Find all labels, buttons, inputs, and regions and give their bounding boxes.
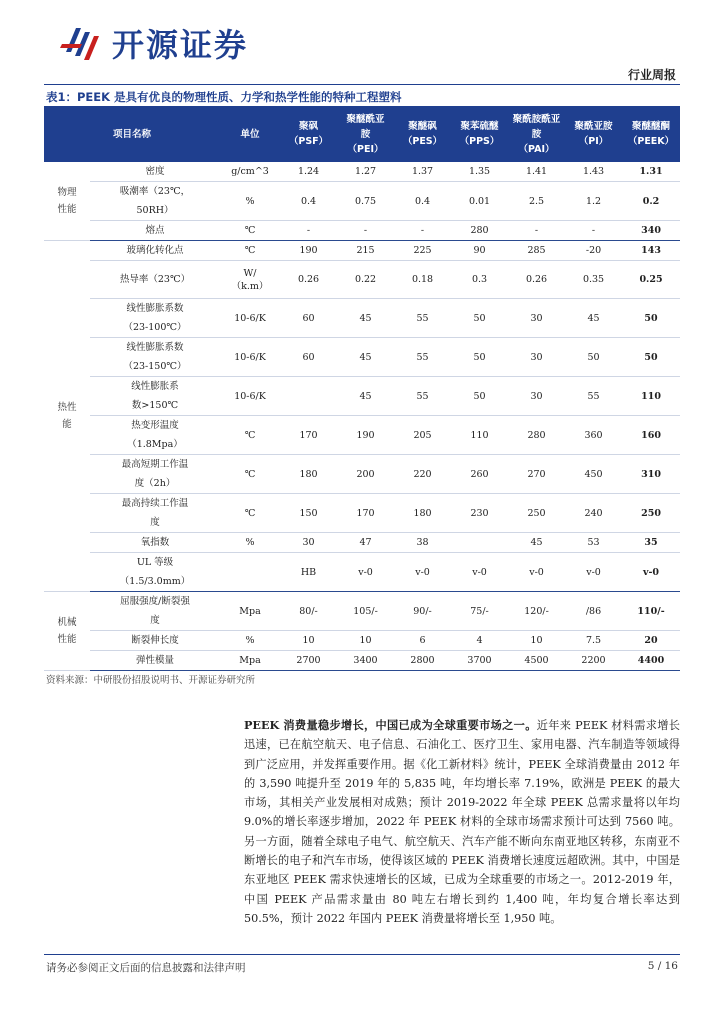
value-cell: 280 <box>508 416 565 455</box>
value-cell: 45 <box>337 377 394 416</box>
value-cell <box>451 533 508 553</box>
unit-cell: ℃ <box>220 455 280 494</box>
value-cell: 10 <box>280 631 337 651</box>
table-row <box>44 261 680 299</box>
header-unit: 单位 <box>220 106 280 162</box>
value-cell: v-0 <box>451 553 508 592</box>
value-cell: v-0 <box>508 553 565 592</box>
table-row <box>44 553 680 592</box>
value-cell: 143 <box>622 241 680 261</box>
value-cell: 205 <box>394 416 451 455</box>
table-header-row <box>44 106 680 162</box>
value-cell: 45 <box>508 533 565 553</box>
value-cell: 160 <box>622 416 680 455</box>
unit-cell: 10-6/K <box>220 338 280 377</box>
header-pi: 聚酰亚胺 （PI） <box>565 106 622 162</box>
value-cell: 180 <box>280 455 337 494</box>
unit-cell: Mpa <box>220 651 280 671</box>
value-cell: 270 <box>508 455 565 494</box>
table-row <box>44 533 680 553</box>
value-cell: 30 <box>508 338 565 377</box>
header-psf: 聚砜 （PSF） <box>280 106 337 162</box>
value-cell: 3400 <box>337 651 394 671</box>
value-cell: 1.37 <box>394 162 451 182</box>
table-row <box>44 494 680 533</box>
property-name-cell: 最高持续工作温 度 <box>90 494 220 533</box>
page-number: 5 / 16 <box>647 960 678 972</box>
value-cell: 0.3 <box>451 261 508 299</box>
value-cell: 4500 <box>508 651 565 671</box>
value-cell: 0.26 <box>280 261 337 299</box>
property-name-cell: 屈服强度/断裂强 度 <box>90 592 220 631</box>
value-cell: -20 <box>565 241 622 261</box>
value-cell: 0.75 <box>337 182 394 221</box>
value-cell: 1.24 <box>280 162 337 182</box>
table-row <box>44 651 680 671</box>
value-cell: 10 <box>337 631 394 651</box>
value-cell: 2.5 <box>508 182 565 221</box>
unit-cell: ℃ <box>220 416 280 455</box>
property-name-cell: 熔点 <box>90 221 220 241</box>
value-cell: 55 <box>394 377 451 416</box>
value-cell: 45 <box>565 299 622 338</box>
value-cell: 50 <box>565 338 622 377</box>
property-name-cell: 玻璃化转化点 <box>90 241 220 261</box>
header-pps: 聚苯硫醚 （PPS） <box>451 106 508 162</box>
unit-cell: ℃ <box>220 494 280 533</box>
value-cell: 260 <box>451 455 508 494</box>
value-cell: 45 <box>337 338 394 377</box>
property-name-cell: 断裂伸长度 <box>90 631 220 651</box>
value-cell: 190 <box>337 416 394 455</box>
value-cell: 30 <box>508 299 565 338</box>
value-cell: 110/- <box>622 592 680 631</box>
unit-cell: ℃ <box>220 221 280 241</box>
value-cell: 50 <box>622 299 680 338</box>
value-cell: 105/- <box>337 592 394 631</box>
value-cell: 10 <box>508 631 565 651</box>
header-item-name: 项目名称 <box>44 106 220 162</box>
property-name-cell: 线性膨胀系数 （23-100℃） <box>90 299 220 338</box>
value-cell: 180 <box>394 494 451 533</box>
table-row <box>44 377 680 416</box>
value-cell: 170 <box>337 494 394 533</box>
unit-cell: W/ （k.m） <box>220 261 280 299</box>
value-cell: 2700 <box>280 651 337 671</box>
property-name-cell: 热变形温度 （1.8Mpa） <box>90 416 220 455</box>
company-logo <box>60 22 300 64</box>
value-cell: 220 <box>394 455 451 494</box>
value-cell: 1.41 <box>508 162 565 182</box>
value-cell: 35 <box>622 533 680 553</box>
value-cell: - <box>508 221 565 241</box>
value-cell: 4 <box>451 631 508 651</box>
value-cell: 250 <box>508 494 565 533</box>
value-cell: 45 <box>337 299 394 338</box>
value-cell: 1.43 <box>565 162 622 182</box>
value-cell: 30 <box>508 377 565 416</box>
table-row <box>44 592 680 631</box>
value-cell: 7.5 <box>565 631 622 651</box>
property-name-cell: 线性膨胀系 数>150℃ <box>90 377 220 416</box>
property-name-cell: 氧指数 <box>90 533 220 553</box>
value-cell: 6 <box>394 631 451 651</box>
value-cell: 110 <box>451 416 508 455</box>
material-properties-table <box>44 106 680 671</box>
company-name: 开源证券 <box>112 26 249 64</box>
unit-cell: 10-6/K <box>220 299 280 338</box>
table-row <box>44 182 680 221</box>
value-cell: - <box>280 221 337 241</box>
value-cell: v-0 <box>394 553 451 592</box>
unit-cell: Mpa <box>220 592 280 631</box>
value-cell: 340 <box>622 221 680 241</box>
value-cell: v-0 <box>622 553 680 592</box>
value-cell <box>280 377 337 416</box>
value-cell: 0.4 <box>394 182 451 221</box>
property-name-cell: 热导率（23℃） <box>90 261 220 299</box>
value-cell: 285 <box>508 241 565 261</box>
value-cell: 4400 <box>622 651 680 671</box>
value-cell: 230 <box>451 494 508 533</box>
value-cell: 80/- <box>280 592 337 631</box>
value-cell: 310 <box>622 455 680 494</box>
table-source-note: 资料来源：中研股份招股说明书、开源证券研究所 <box>46 675 256 686</box>
category-cell: 热性 能 <box>44 241 90 592</box>
value-cell: 200 <box>337 455 394 494</box>
paragraph-lead: PEEK 消费量稳步增长，中国已成为全球重要市场之一。 <box>244 718 537 732</box>
value-cell: 1.27 <box>337 162 394 182</box>
value-cell: 150 <box>280 494 337 533</box>
unit-cell: g/cm^3 <box>220 162 280 182</box>
value-cell: 215 <box>337 241 394 261</box>
unit-cell: % <box>220 533 280 553</box>
table-row <box>44 221 680 241</box>
value-cell: - <box>337 221 394 241</box>
unit-cell: ℃ <box>220 241 280 261</box>
property-name-cell: 弹性模量 <box>90 651 220 671</box>
value-cell: 0.26 <box>508 261 565 299</box>
value-cell: - <box>394 221 451 241</box>
value-cell: 55 <box>394 299 451 338</box>
table-body <box>44 162 680 671</box>
value-cell: 30 <box>280 533 337 553</box>
value-cell: 2200 <box>565 651 622 671</box>
value-cell: 0.35 <box>565 261 622 299</box>
header-peek: 聚醚醚酮 （PEEK） <box>622 106 680 162</box>
value-cell: 0.4 <box>280 182 337 221</box>
unit-cell <box>220 553 280 592</box>
header-pei: 聚醚酰亚 胺 （PEI） <box>337 106 394 162</box>
footer-disclaimer: 请务必参阅正文后面的信息披露和法律声明 <box>46 962 246 974</box>
value-cell: 225 <box>394 241 451 261</box>
value-cell: v-0 <box>565 553 622 592</box>
unit-cell: % <box>220 182 280 221</box>
property-name-cell: 吸潮率（23℃， 50RH） <box>90 182 220 221</box>
value-cell: 38 <box>394 533 451 553</box>
value-cell: 170 <box>280 416 337 455</box>
table-row <box>44 455 680 494</box>
property-name-cell: 最高短期工作温 度（2h） <box>90 455 220 494</box>
table-row <box>44 299 680 338</box>
value-cell: /86 <box>565 592 622 631</box>
footer-divider <box>44 954 680 955</box>
table-row <box>44 338 680 377</box>
value-cell: 1.2 <box>565 182 622 221</box>
paragraph-text: 近年来 PEEK 材料需求增长迅速，已在航空航天、电子信息、石油化工、医疗卫生、家用电器、汽车制造等领域得到广泛应用，并发挥重要作用。据《化工新材料》统计，PEEK 全球消费量由 2012 年的 3,590 吨提升至 2019 年的 5,835 吨，年均增长率 7.19%，欧洲是 PEEK 的最大市场，其相关产业发展相对成熟；预计 2019-2022 年全球 PEEK 总需求量将以年均 9.0%的增长率逐步增加，2022 年 PEEK 材料的全球市场需求预计可达到 7560 吨。另一方面，随着全球电子电气、航空航天、汽车产能不断向东南亚地区转移，东南亚不断增长的电子和汽车市场，使得该区域的 PEEK 消费增长速度远超欧洲。其中，中国是东亚地区 PEEK 需求快速增长的区域，已成为全球重要的市场之一。2012-2019 年，中国 PEEK 产品需求量由 80 吨左右增长到约 1,400 吨，年均复合增长率达到 50.5%，预计 2022 年国内 PEEK 消费量将增长至 1,950 吨。 <box>244 719 680 925</box>
report-type-label: 行业周报 <box>627 68 676 82</box>
value-cell: 1.35 <box>451 162 508 182</box>
table-title: 表1：PEEK 是具有优良的物理性质、力学和热学性能的特种工程塑料 <box>46 90 402 104</box>
value-cell: 450 <box>565 455 622 494</box>
value-cell: 55 <box>565 377 622 416</box>
value-cell: 0.22 <box>337 261 394 299</box>
unit-cell: % <box>220 631 280 651</box>
value-cell: 1.31 <box>622 162 680 182</box>
value-cell: 2800 <box>394 651 451 671</box>
value-cell: 20 <box>622 631 680 651</box>
table-row <box>44 241 680 261</box>
value-cell: 0.01 <box>451 182 508 221</box>
value-cell: 50 <box>451 338 508 377</box>
value-cell: 55 <box>394 338 451 377</box>
unit-cell: 10-6/K <box>220 377 280 416</box>
value-cell: 90/- <box>394 592 451 631</box>
value-cell: 110 <box>622 377 680 416</box>
value-cell: 50 <box>451 377 508 416</box>
property-name-cell: 线性膨胀系数 （23-150℃） <box>90 338 220 377</box>
header-pai: 聚酰胺酰亚胺 （PAI） <box>508 106 565 162</box>
value-cell: 0.18 <box>394 261 451 299</box>
property-name-cell: UL 等级 （1.5/3.0mm） <box>90 553 220 592</box>
value-cell: 3700 <box>451 651 508 671</box>
logo-mark-icon <box>60 22 104 64</box>
value-cell: 0.2 <box>622 182 680 221</box>
value-cell: 60 <box>280 338 337 377</box>
value-cell: HB <box>280 553 337 592</box>
value-cell: 53 <box>565 533 622 553</box>
value-cell: 50 <box>622 338 680 377</box>
header-divider <box>44 84 680 85</box>
value-cell: 280 <box>451 221 508 241</box>
table-row <box>44 162 680 182</box>
value-cell: 50 <box>451 299 508 338</box>
category-cell: 物理 性能 <box>44 162 90 241</box>
value-cell: 75/- <box>451 592 508 631</box>
value-cell: 120/- <box>508 592 565 631</box>
value-cell: 360 <box>565 416 622 455</box>
value-cell: - <box>565 221 622 241</box>
value-cell: 240 <box>565 494 622 533</box>
value-cell: 250 <box>622 494 680 533</box>
value-cell: v-0 <box>337 553 394 592</box>
value-cell: 47 <box>337 533 394 553</box>
category-cell: 机械 性能 <box>44 592 90 671</box>
value-cell: 90 <box>451 241 508 261</box>
value-cell: 190 <box>280 241 337 261</box>
property-name-cell: 密度 <box>90 162 220 182</box>
table-row <box>44 631 680 651</box>
value-cell: 0.25 <box>622 261 680 299</box>
header-pes: 聚醚砜 （PES） <box>394 106 451 162</box>
body-paragraph <box>244 716 680 928</box>
value-cell: 60 <box>280 299 337 338</box>
table-row <box>44 416 680 455</box>
